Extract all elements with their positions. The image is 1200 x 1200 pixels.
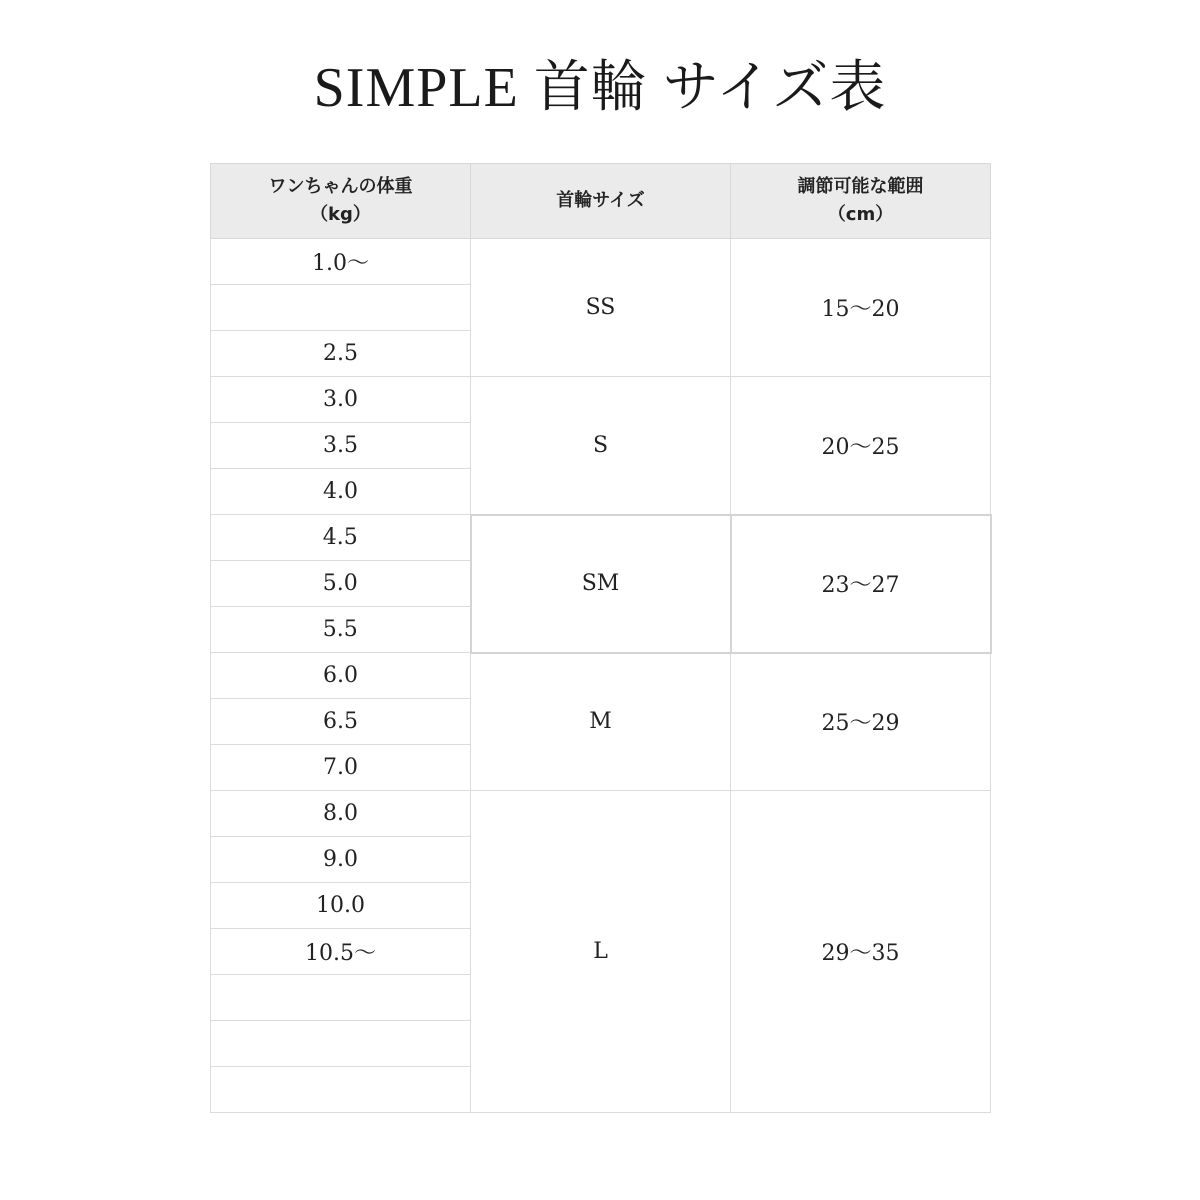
table-row	[211, 653, 991, 699]
table-row	[211, 377, 991, 423]
table-row	[211, 515, 991, 561]
header-weight	[211, 164, 471, 239]
weight-cell: 10.5～	[211, 929, 471, 975]
range-cell: 20～25	[731, 377, 991, 515]
weight-cell: 3.0	[211, 377, 471, 423]
weight-cell: 4.0	[211, 469, 471, 515]
header-collar-size-label: 首輪サイズ	[556, 190, 645, 211]
weight-cell: 1.0～	[211, 239, 471, 285]
weight-cell	[211, 1021, 471, 1067]
weight-cell: 8.0	[211, 791, 471, 837]
header-weight-unit: （kg）	[310, 204, 371, 225]
table-row	[211, 239, 991, 285]
header-weight-label: ワンちゃんの体重	[268, 176, 413, 197]
weight-cell: 6.5	[211, 699, 471, 745]
header-adjustable-range	[731, 164, 991, 239]
table-header-row	[211, 164, 991, 239]
weight-cell: 5.5	[211, 607, 471, 653]
weight-cell	[211, 285, 471, 331]
weight-cell	[211, 975, 471, 1021]
weight-cell: 10.0	[211, 883, 471, 929]
range-cell: 25～29	[731, 653, 991, 791]
header-collar-size	[471, 164, 731, 239]
table-row	[211, 791, 991, 837]
collar-size-cell: L	[471, 791, 731, 1113]
weight-cell: 7.0	[211, 745, 471, 791]
weight-cell: 4.5	[211, 515, 471, 561]
weight-cell: 9.0	[211, 837, 471, 883]
weight-cell: 6.0	[211, 653, 471, 699]
collar-size-cell: SS	[471, 239, 731, 377]
collar-size-cell: M	[471, 653, 731, 791]
range-cell: 15～20	[731, 239, 991, 377]
page-title: SIMPLE 首輪 サイズ表	[313, 57, 887, 119]
size-table	[210, 163, 992, 1113]
range-cell: 23～27	[731, 515, 991, 653]
weight-cell	[211, 1067, 471, 1113]
weight-cell: 3.5	[211, 423, 471, 469]
collar-size-cell: SM	[471, 515, 731, 653]
range-cell: 29～35	[731, 791, 991, 1113]
weight-cell: 2.5	[211, 331, 471, 377]
weight-cell: 5.0	[211, 561, 471, 607]
header-range-label: 調節可能な範囲	[797, 176, 924, 197]
collar-size-cell: S	[471, 377, 731, 515]
header-range-unit: （cm）	[827, 204, 894, 225]
